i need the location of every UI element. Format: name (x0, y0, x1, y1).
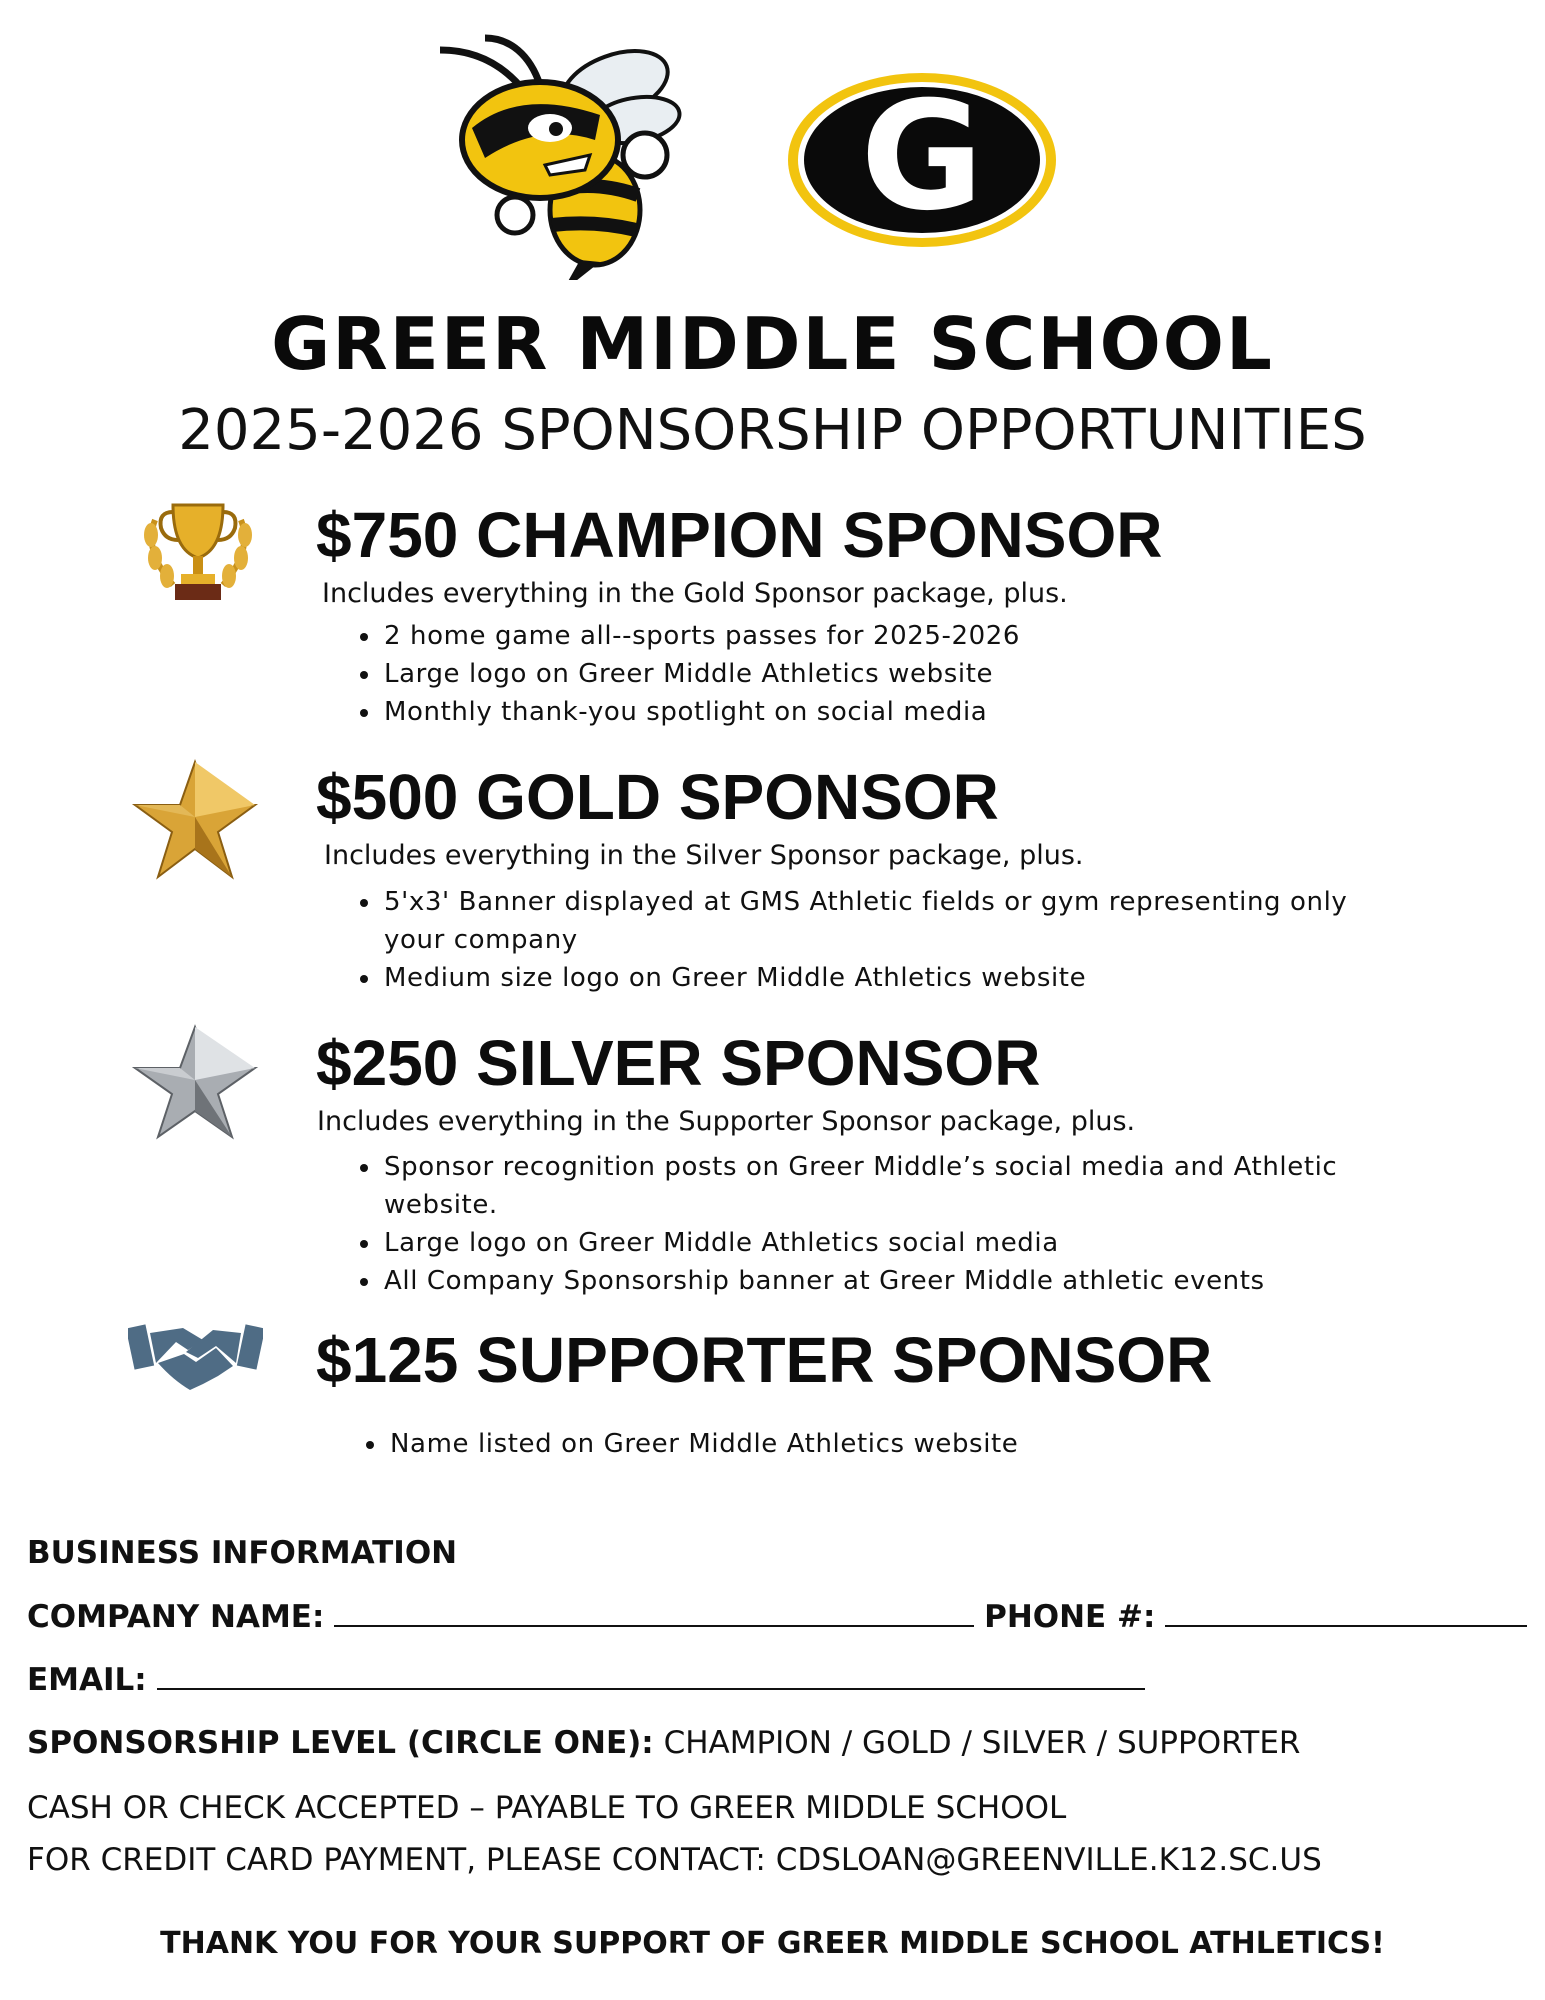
tier-intro-champion: Includes everything in the Gold Sponsor package, plus. (322, 578, 1068, 609)
tier-bullets-champion (360, 617, 1020, 731)
email-field[interactable] (157, 1662, 1145, 1690)
sponsorship-level-options[interactable]: CHAMPION / GOLD / SILVER / SUPPORTER (663, 1725, 1301, 1761)
tier-title-champion: $750 CHAMPION SPONSOR (316, 499, 1163, 571)
sponsorship-level-label: SPONSORSHIP LEVEL (CIRCLE ONE): (27, 1725, 654, 1761)
sponsorship-level-row (27, 1725, 1300, 1761)
page-subtitle: 2025-2026 SPONSORSHIP OPPORTUNITIES (178, 398, 1367, 463)
list-item: Large logo on Greer Middle Athletics social media (360, 1224, 1337, 1262)
payment-note: CASH OR CHECK ACCEPTED – PAYABLE TO GREER MIDDLE SCHOOL (27, 1790, 1067, 1826)
gold-star-icon (130, 757, 260, 882)
school-title: GREER MIDDLE SCHOOL (271, 302, 1274, 386)
business-info-heading: BUSINESS INFORMATION (27, 1535, 458, 1571)
trophy-icon (133, 490, 263, 610)
g-logo-icon (785, 70, 1060, 250)
list-item: 2 home game all--sports passes for 2025-2026 (360, 617, 1020, 655)
company-phone-row (27, 1599, 1527, 1635)
silver-star-icon (130, 1022, 260, 1142)
yellow-jacket-mascot-icon (430, 30, 700, 280)
phone-label: PHONE #: (984, 1599, 1156, 1635)
list-item: 5'x3' Banner displayed at GMS Athletic fields or gym representing only (360, 883, 1347, 921)
list-item-continuation: website. (384, 1190, 498, 1220)
tier-bullets-gold (360, 883, 1347, 997)
tier-bullets-supporter (366, 1425, 1018, 1463)
list-item: Large logo on Greer Middle Athletics website (360, 655, 1020, 693)
email-row (27, 1662, 1145, 1698)
credit-card-note: FOR CREDIT CARD PAYMENT, PLEASE CONTACT: CDSLOAN@GREENVILLE.K12.SC.US (27, 1842, 1322, 1878)
handshake-icon (128, 1318, 263, 1398)
tier-title-gold: $500 GOLD SPONSOR (316, 761, 999, 833)
list-item: Name listed on Greer Middle Athletics website (366, 1425, 1018, 1463)
list-item: Medium size logo on Greer Middle Athletics website (360, 959, 1347, 997)
g-logo-letter: G (860, 70, 984, 244)
company-name-field[interactable] (334, 1599, 974, 1627)
email-label: EMAIL: (27, 1662, 147, 1698)
list-item: Monthly thank-you spotlight on social media (360, 693, 1020, 731)
tier-title-supporter: $125 SUPPORTER SPONSOR (316, 1324, 1213, 1396)
thank-you-footer: THANK YOU FOR YOUR SUPPORT OF GREER MIDDLE SCHOOL ATHLETICS! (160, 1926, 1385, 1961)
company-name-label: COMPANY NAME: (27, 1599, 325, 1635)
list-item-continuation: your company (384, 925, 578, 955)
list-item: All Company Sponsorship banner at Greer Middle athletic events (360, 1262, 1337, 1300)
phone-field[interactable] (1165, 1599, 1527, 1627)
tier-bullets-silver (360, 1148, 1337, 1300)
list-item: Sponsor recognition posts on Greer Middle’s social media and Athletic (360, 1148, 1337, 1186)
tier-title-silver: $250 SILVER SPONSOR (316, 1027, 1041, 1099)
tier-intro-silver: Includes everything in the Supporter Sponsor package, plus. (317, 1106, 1136, 1137)
tier-intro-gold: Includes everything in the Silver Sponsor package, plus. (324, 840, 1084, 871)
